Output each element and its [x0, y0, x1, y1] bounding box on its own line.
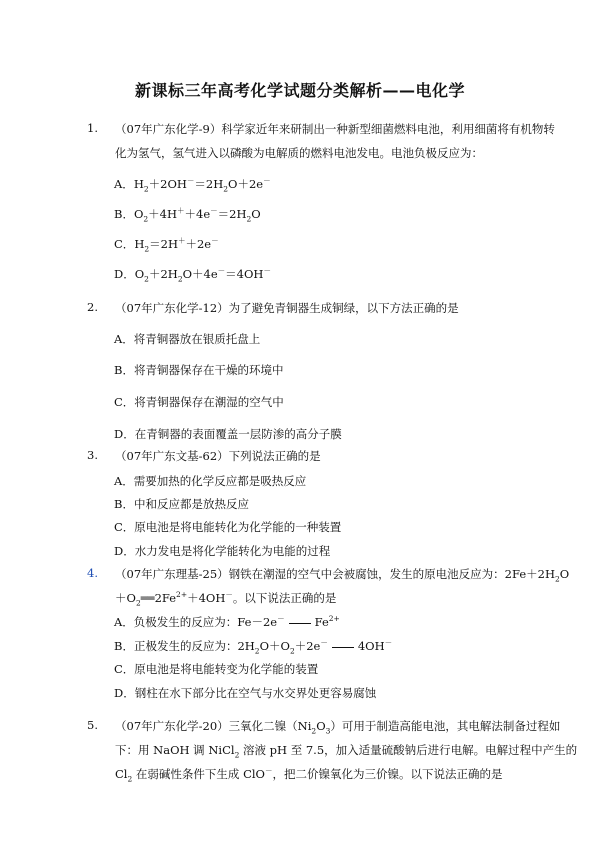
question-5-text-line3: $Cl_2$ 在弱碱性条件下生成 ClO－，把二价镍氧化为三价镍。以下说法正确的是 [115, 766, 503, 784]
question-4-text-line2: $+O_2══2Fe^{2+}+4OH^-$。以下说法正确的是 [115, 590, 337, 608]
question-3-number: 3. [87, 448, 98, 462]
question-3-option-c: C．原电池是将电能转化为化学能的一种装置 [114, 520, 342, 534]
question-2-option-c: C．将青铜器保存在潮湿的空气中 [114, 395, 284, 409]
question-4-option-b: B．正极发生的反应为：$2H_2O+O_2+2e^-$ 4OH－ [114, 638, 393, 656]
question-3-option-b: B．中和反应都是放热反应 [114, 497, 249, 511]
question-2-text: （07年广东化学-12）为了避免青铜器生成铜绿，以下方法正确的是 [115, 301, 459, 315]
question-3-option-a: A．需要加热的化学反应都是吸热反应 [114, 474, 307, 488]
question-4-option-d: D．钢柱在水下部分比在空气与水交界处更容易腐蚀 [114, 686, 377, 700]
question-1-option-a: A．$H_2+2OH^-=2H_2O+2e^-$ [114, 176, 271, 194]
question-5-text-line2: 下：用 NaOH 调 NiCl$_2$ 溶液 pH 至 7.5，加入适量硫酸钠后进行电解。电解过程中产生的 [115, 743, 578, 760]
page-title: 新课标三年高考化学试题分类解析——电化学 [134, 81, 465, 100]
question-5-number: 5. [87, 718, 98, 732]
question-3-option-d: D．水力发电是将化学能转化为电能的过程 [114, 544, 331, 558]
question-2-option-d: D．在青铜器的表面覆盖一层防渗的高分子膜 [114, 427, 342, 441]
reaction-arrow [289, 623, 311, 624]
question-5-text-line1: （07年广东化学-20）三氧化二镍$(Ni_2O_3)$可用于制造高能电池，其电解法制备过程如 [115, 719, 561, 736]
question-1-option-b: B．$O_2+4H^++4e^-=2H_2O$ [114, 206, 261, 224]
question-1-text-line1: （07年广东化学-9）科学家近年来研制出一种新型细菌燃料电池，利用细菌将有机物转 [115, 122, 555, 136]
question-1-text-line2: 化为氢气，氢气进入以磷酸为电解质的燃料电池发电。电池负极反应为： [115, 146, 483, 160]
question-2-option-b: B．将青铜器保存在干燥的环境中 [114, 363, 284, 377]
question-3-text: （07年广东文基-62）下列说法正确的是 [115, 449, 321, 463]
question-4-option-c: C．原电池是将电能转变为化学能的装置 [114, 662, 319, 676]
question-1-option-d: D．$O_2+2H_2O+4e^-=4OH^-$ [114, 266, 271, 284]
question-2-number: 2. [87, 300, 98, 314]
question-2-option-a: A．将青铜器放在银质托盘上 [114, 332, 261, 346]
question-1-number: 1. [87, 121, 98, 135]
reaction-arrow [332, 647, 354, 648]
question-4-option-a: A．负极发生的反应为：Fe－2e－ $Fe^{2+}$ [114, 614, 340, 629]
question-4-number: 4. [87, 566, 98, 580]
question-4-text-line1: （07年广东理基-25）钢铁在潮湿的空气中会被腐蚀，发生的原电池反应为：$2Fe+2H_2O$ [115, 567, 570, 584]
question-1-option-c: C．$H_2=2H^++2e^-$ [114, 236, 219, 254]
